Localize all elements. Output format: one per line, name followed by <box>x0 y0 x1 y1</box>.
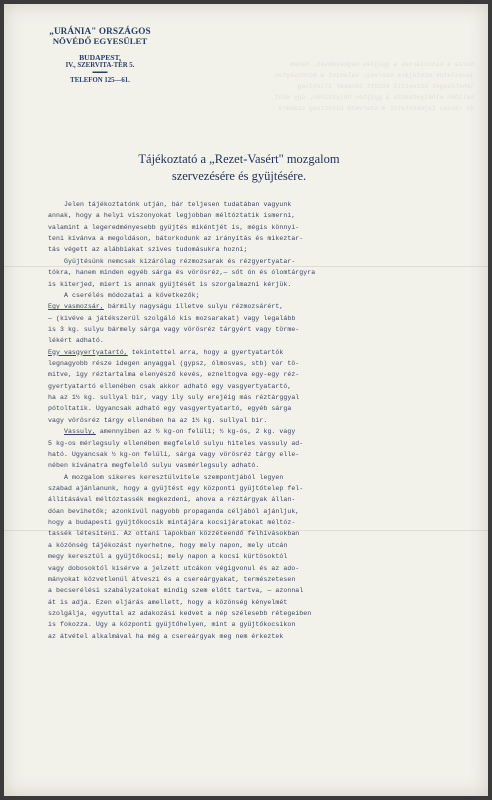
body-text: a közönség tájékozást nyerhetne, hogy mely napon, mely utcán <box>48 541 288 549</box>
body-line <box>48 472 466 483</box>
body-text: 5 kg-os mérlegsuly ellenében megfelelő sulyu hiteles vassuly ad- <box>48 439 304 447</box>
body-text: annak, hogy a helyi viszonyokat legjobban méltóztatik ismerni, <box>48 212 296 220</box>
body-line <box>48 426 466 437</box>
body-text: tás végett az alábbiakat szives tudomásukra hozni; <box>48 246 248 254</box>
body-text: amennyiben az ½ kg-on felüli; ½ kg-ós, 2 kg. vagy <box>95 428 296 436</box>
body-text: nében kívánatra megfelelő sulyu vasmérlegsuly adható. <box>48 462 260 470</box>
body-text: mitve, igy réztartalma elenyésző kevés, ezneltogva egy-egy réz- <box>48 371 300 379</box>
body-line <box>48 335 466 346</box>
body-text: Gyüjtésünk nemcsak kizárólag rézmozsarak és rézgyertyatar- <box>64 257 296 265</box>
body-text: is fokozza. Ugy a központi gyüjtőhelyen, mint a gyüjtőkocsikon <box>48 621 296 629</box>
body-line <box>48 210 466 221</box>
body-line <box>48 324 466 335</box>
body-line <box>48 279 466 290</box>
body-text: — (kivéve a játékszerül szolgáló kis mozsarakat) vagy legalább <box>48 314 296 322</box>
body-text: át is adja. Ezen eljárás amellett, hogy a közönség kényelmét <box>48 598 288 606</box>
body-line <box>48 222 466 233</box>
body-text: vagy dobosoktól kisérve a jelzett utcákon végigvonul és az ado- <box>48 564 300 572</box>
body-line <box>48 608 466 619</box>
body-text: hogy a budapesti gyüjtőkocsik mintájára kocsijáratokat méltóz- <box>48 519 296 527</box>
body-text: valamint a legeredményesebb gyüjtés mikéntjét is, mégis könnyi- <box>48 223 300 231</box>
body-line <box>48 449 466 460</box>
body-line <box>48 517 466 528</box>
org-name-line1: „URÁNIA" ORSZÁGOS <box>49 26 151 36</box>
body-text: is kiterjed, miert is annak gyüjtését is szorgalmazni kérjük. <box>48 280 292 288</box>
body-text: mányokat közvetlenül átveszi és a csereárgyakat, természetesen <box>48 575 296 583</box>
body-text: vagy vörösréz tárgy ellenében ha az 1½ kg. sullyal bir. <box>48 416 268 424</box>
title-line: szervezésére és gyüjtésére. <box>171 169 307 183</box>
body-text: bármily nagyságu illetve sulyu rézmozsárért, <box>103 303 284 311</box>
body-line <box>48 369 466 380</box>
body-text: A cserélés módozatai a következők; <box>64 291 200 299</box>
body-line <box>48 551 466 562</box>
body-line <box>48 301 466 312</box>
body-line <box>48 415 466 426</box>
document-title <box>94 151 384 185</box>
body-line <box>48 494 466 505</box>
body-line <box>48 358 466 369</box>
underlined-term: Egy vasgyertyatartó, <box>48 348 128 356</box>
body-line <box>48 574 466 585</box>
body-text: Jelen tájékoztatónk utján, bár teljesen tudatában vagyunk <box>64 201 292 208</box>
body-line <box>48 631 466 642</box>
body-line <box>48 540 466 551</box>
body-line <box>48 233 466 244</box>
body-line <box>48 313 466 324</box>
body-text: szolgálja, egyuttal az adakozási kedvet a nép szélesebb rétegeiben <box>48 609 312 617</box>
body-text: dóan bevihetők; azonkívül nagyobb propaganda céljából ajánljuk, <box>48 507 300 515</box>
body-text: szabad ajánlanunk, hogy a gyüjtést egy központi gyüjtőtelep fel- <box>48 484 304 492</box>
body-line <box>48 290 466 301</box>
body-text: az átvétel alkalmával ha még a csereárgyak meg nem érkeztek <box>48 632 284 640</box>
body-line <box>48 585 466 596</box>
org-name-line2: NÖVÉDŐ EGYESÜLET <box>52 36 148 46</box>
body-line <box>48 597 466 608</box>
org-city: BUDAPEST, <box>79 53 121 62</box>
body-line <box>48 392 466 403</box>
body-text: teni kívánva a megoldáson, bátorkodunk az irányítás és mikeztar- <box>48 235 304 243</box>
letterhead-rule: ▬▬▬ <box>92 70 108 75</box>
body-text: megy keresztül a gyüjtőkocsi; mely napon a kocsi kürtösoktól <box>48 553 288 561</box>
body-line <box>48 483 466 494</box>
body-text: A mozgalom sikeres keresztülvitele szempontjából legyen <box>64 473 284 481</box>
letterhead <box>40 26 160 84</box>
title-line: Tájékoztató a „Rezet-Vasért" mozgalom <box>138 152 340 166</box>
body-line <box>48 403 466 414</box>
body-line <box>48 460 466 471</box>
body-line <box>48 528 466 539</box>
org-address: IV., SZERVITA-TÉR 5. <box>65 62 135 69</box>
body-text: is 3 kg. sulyu bármely sárga vagy vörösréz tárgyért vagy törme- <box>48 325 300 333</box>
body-text: lékért adható. <box>48 337 104 345</box>
body-line <box>48 619 466 630</box>
underlined-term: Vassuly, <box>64 428 96 436</box>
body-line <box>48 244 466 255</box>
body-text: tassék létesíteni. Az ottani lapokban közzéteendő felhívásokban <box>48 530 300 538</box>
body-line <box>48 381 466 392</box>
bleed-through-text: hozza a kincstárnak a gyüjtés megkezdését, hanem javaslatok mintájára szervez, valamint a közösségtek lehetőségét közvetítő között zenekar illetőleg kellően elhelyezkedik a gyüjtés helyszínén, úgy mint és részes tájékoztatót a szervező bizottság számára <box>274 61 474 112</box>
document-body <box>48 199 466 642</box>
body-line <box>48 506 466 517</box>
body-line <box>48 256 466 267</box>
body-text: gyertyatartó ellenében csak akkor adható egy vasgyertyatartó, <box>48 382 292 390</box>
body-text: állításával méltóztassék megkezdeni, ahova a réztárgyak állan- <box>48 496 296 504</box>
body-line <box>48 563 466 574</box>
org-telephone: TELEFON 125—61. <box>70 77 130 84</box>
body-text: ható. Ugyancsak ½ kg-on felüli, sárga vagy vörösréz tárgy elle- <box>48 450 300 458</box>
body-text: legnagyobb része idegen anyaggal (gypsz, ólmosvas, stb) var tö- <box>48 360 300 368</box>
body-line <box>48 438 466 449</box>
body-text: pótoltatik. Ugyancsak adható egy vasgyertyatartó, egyéb sárga <box>48 405 292 413</box>
body-text: ha az 1½ kg. sullyal bir, vagy ily suly erejéig más réztárggyal <box>48 394 300 402</box>
body-line <box>48 199 466 210</box>
document-page <box>4 4 488 796</box>
body-text: tekintettel arra, hogy a gyertyatartók <box>127 348 284 356</box>
underlined-term: Egy vasmozsár, <box>48 303 104 311</box>
body-line <box>48 347 466 358</box>
body-text: tókra, hanem minden egyéb sárga és vörösréz,— sőt ón és ólomtárgyra <box>48 269 316 277</box>
body-line <box>48 267 466 278</box>
body-text: a becserélési szabályzatokat mindig szem előtt tartva, — azonnal <box>48 587 304 595</box>
